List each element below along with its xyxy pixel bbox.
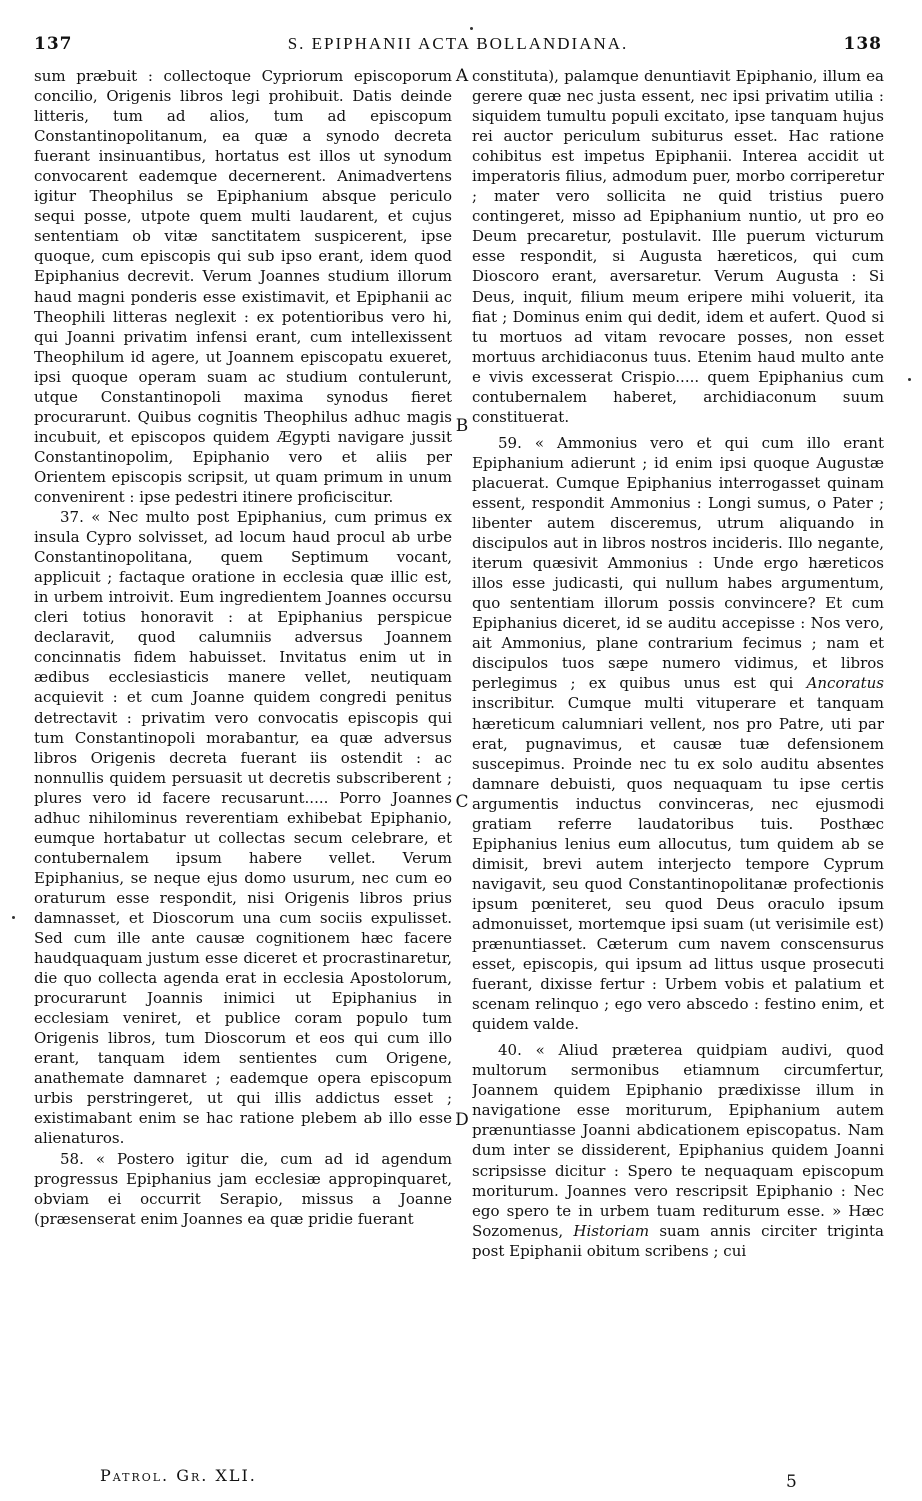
paragraph: 37. « Nec multo post Epiphanius, cum primus ex insula Cypro solvisset, ad locum haud procul ab urbe Constantinopolitana, quem Septimum vocant, applicuit ; factaque oratione in ecclesia quæ illic est, in urbem introivit. Eum ingredientem Joannes occursu cleri totius honoravit : at Epiphanius perspicue declaravit, quod calumniis adversus Joannem concinnatis fidem habuisset. Invitatus enim ut in ædibus ecclesiasticis manere vellet, neutiquam acquievit : et cum Joanne quidem congredi penitus detrectavit : privatim vero convocatis episcopis qui tum Constantinopoli morabantur, ea quæ adversus libros Origenis decreta fuerant iis ostendit : ac nonnullis quidem persuasit ut decretis subscriberent ; plures vero id facere recusarunt..... Porro Joannes adhuc nihilominus reverentiam exhibebat Epiphanio, eumque hortabatur ut collectas secum celebrare, et contubernalem ipsum habere vellet. Verum Epiphanius, se neque ejus domo usurum, nec cum eo oraturum esse respondit, nisi Origenis libros prius damnasset, et Dioscorum una cum sociis expulisset. Sed cum ille ante causæ cognitionem hæc facere haudquaquam justum esse diceret et procrastinaretur, die quo collecta agenda erat in ecclesia Apostolorum, procurarunt Joannis inimici ut Epiphanius in ecclesiam veniret, et publice coram populo tum Origenis libros, tum Dioscorum et eos qui cum illo erant, tanquam idem sentientes cum Origene, anathemate damnaret ; eademque opera episcopum urbis perstringeret, ut qui illis addictus esset ; existimabant enim se hac ratione plebem ab illo esse alienaturos. xyxy=(34,508,452,1148)
paragraph-text: 59. « Ammonius vero et qui cum illo erant Epiphanium adierunt ; id enim ipsi quoque Augustæ placuerat. Cumque Epiphanius interrogasset quinam essent, respondit Ammonius : Longi sumus, o Pater ; libenter autem disceremus, utrum aliquando in discipulos aut in libros nostros incideris. Illo negante, iterum quæsivit Ammonius : Unde ergo hæreticos illos esse judicasti, qui nullum habes argumentum, quo sententiam illorum possis convincere? Et cum Epiphanius diceret, id se auditu accepisse : Nos vero, ait Ammonius, plane contrarium fecimus ; nam et discipulos tuos sæpe numero vidimus, et libros perlegimus ; ex quibus unus est qui xyxy=(472,433,884,693)
ink-dot xyxy=(12,916,15,919)
ink-dot xyxy=(908,378,911,381)
italic-title: Ancoratus xyxy=(806,674,884,693)
paragraph xyxy=(472,433,884,1034)
margin-marker-a: A xyxy=(455,66,469,86)
margin-marker-d: D xyxy=(455,1110,469,1130)
paragraph: constituta), palamque denuntiavit Epiphanio, illum ea gerere quæ nec justa essent, nec ipsi privatim utilia : siquidem tumultu populi excitato, ipse tanquam hujus rei auctor periculum subiturus esset. Hac ratione cohibitus est impetus Epiphanii. Interea accidit ut imperatoris filius, admodum puer, morbo corriperetur ; mater vero sollicita ne quid tristius puero contingeret, misso ad Epiphanium nuntio, ut pro eo Deum precaretur, postulavit. Ille puerum victurum esse respondit, si Augusta hæreticos, qui cum Dioscoro erant, aversaretur. Verum Augusta : Si Deus, inquit, filium meum eripere mihi voluerit, ita fiat ; Dominus enim qui dedit, idem et aufert. Quod si tu mortuos ad vitam revocare posses, non esset mortuus archidiaconus tuus. Etenim haud multo ante e vivis excesserat Crispio..... quem Epiphanius cum contubernalem haberet, archidiaconum suum constituerat. xyxy=(472,67,884,426)
running-header xyxy=(34,34,882,58)
footer-volume: Patrol. Gr. XLI. xyxy=(100,1466,257,1485)
page-number-right: 138 xyxy=(843,34,882,54)
margin-marker-c: C xyxy=(455,792,469,812)
paragraph: sum præbuit : collectoque Cypriorum episcoporum concilio, Origenis libros legi prohibuit. Datis deinde litteris, tum ad alios, tum ad episcopum Constantinopolitanum, ea quæ a synodo decreta fuerant insinuantibus, hortatus est illos ut synodum convocarent eademque decernerent. Animadvertens igitur Theophilus se Epiphanium absque periculo sequi posse, utpote quem multi laudarent, et cujus sententiam ob vitæ sanctitatem suspicerent, ipse quoque, cum episcopis qui sub ipso erant, idem quod Epiphanius decrevit. Verum Joannes studium illorum haud magni ponderis esse existimavit, et Epiphanii ac Theophili litteras neglexit : ex potentioribus vero hi, qui Joanni privatim infensi erant, cum intellexissent Theophilum id agere, ut Joannem episcopatu exueret, ipsi quoque operam suam ac studium contulerunt, utque Constantinopoli maxima synodus fieret procurarunt. Quibus cognitis Theophilus adhuc magis incubuit, et episcopos quidem Ægypti navigare jussit Constantinopolim, Epiphanio vero et aliis per Orientem episcopis scripsit, ut quam primum in unum convenirent : ipse pedestri itinere proficiscitur. xyxy=(34,67,452,506)
running-title: S. EPIPHANII ACTA BOLLANDIANA. xyxy=(287,34,629,53)
paragraph xyxy=(472,1040,884,1261)
footer-signature-mark: 5 xyxy=(786,1472,797,1492)
paragraph-text: suam annis circiter triginta post Epiphanii obitum scribens ; cui xyxy=(472,1221,884,1260)
italic-title: Historiam xyxy=(573,1221,650,1240)
page-number-left: 137 xyxy=(34,34,73,54)
left-column xyxy=(34,66,452,1458)
margin-marker-b: B xyxy=(455,416,469,436)
paragraph-text: inscribitur. Cumque multi vituperare et tanquam hæreticum calumniari vellent, nos pro Patre, uti par erat, pugnavimus, et causæ tuæ defensionem suscepimus. Proinde nec tu ex solo auditu absentes damnare debuisti, quos nequaquam tu ipse certis argumentis inductus convinceras, nec ejusmodi gratiam referre laudatoribus tuis. Posthæc Epiphanius lenius eum allocutus, tum quidem ab se dimisit, brevi autem interjecto tempore Cyprum navigavit, seu quod Constantinopolitanæ profectionis ipsum pœniteret, seu quod Deus oraculo ipsum admonuisset, mortemque ipsi suam (ut verisimile est) prænuntiasset. Cæterum cum navem conscensurus esset, episcopis, qui ipsum ad littus usque prosecuti fuerant, dixisse fertur : Urbem vobis et palatium et scenam relinquo ; ego vero abscedo : festino enim, et quidem valde. xyxy=(472,694,884,1034)
right-column xyxy=(472,66,884,1458)
paragraph-text: 40. « Aliud præterea quidpiam audivi, quod multorum sermonibus etiamnum circumfertur, Joannem quidem Epiphanio prædixisse illum in navigatione esse moriturum, Epiphanium autem prænuntiasse Joanni abdicationem episcopatus. Nam dum inter se dissiderent, Epiphanius quidem Joanni scripsisse dicitur : Spero te nequaquam episcopum moriturum. Joannes vero rescripsit Epiphanio : Nec ego spero te in urbem tuam rediturum esse. » Hæc Sozomenus, xyxy=(472,1041,884,1240)
paragraph: 58. « Postero igitur die, cum ad id agendum progressus Epiphanius jam ecclesiæ appropinquaret, obviam ei occurrit Serapio, missus a Joanne (præsenserat enim Joannes ea quæ pridie fuerant xyxy=(34,1149,452,1228)
ink-dot xyxy=(470,27,473,30)
